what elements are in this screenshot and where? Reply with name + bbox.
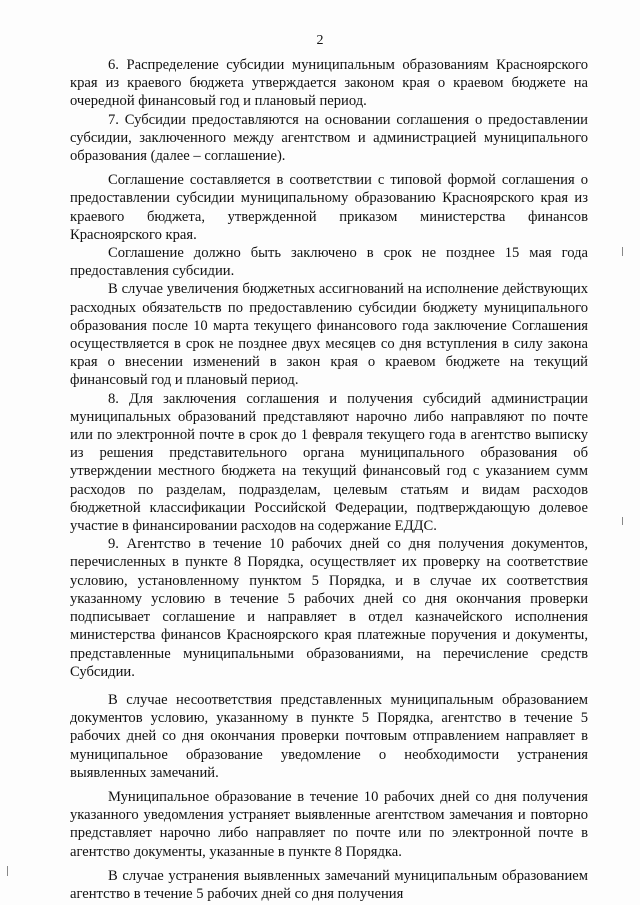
page-number: 2	[316, 33, 324, 48]
scan-mark-right-2	[622, 517, 623, 525]
paragraph-9: 9. Агентство в течение 10 рабочих дней со дня получения документов, перечисленных в пункте 8 Порядка, осуществляет их проверку на соответствие условию, установленному пунктом 5 Порядка, и в случае их соответствия указанному условию в течение 5 рабочих дней со дня окончания проверки подписывает соглашение и направляет в отдел казначейского исполнения министерства финансов Красноярского края платежные поручения и документы, представленные муниципальными образованиями, на перечисление средств Субсидии.	[70, 536, 588, 680]
scan-mark-right-1	[622, 247, 623, 256]
paragraph-agreement-form: Соглашение составляется в соответствии с типовой формой соглашения о предоставлении субсидии муниципальному образованию Красноярского края из краевого бюджета, утвержденной приказом министерства финансов Красноярского края.	[70, 172, 588, 243]
paragraph-municipal-correction: Муниципальное образование в течение 10 рабочих дней со дня получения указанного уведомления устраняет выявленные агентством замечания и повторно представляет нарочно либо направляет по почте или по электронной почте в агентство документы, указанные в пункте 8 Порядка.	[70, 788, 588, 860]
paragraph-agreement-deadline: Соглашение должно быть заключено в срок не позднее 15 мая года предоставления субсидии.	[70, 245, 588, 280]
paragraph-nonconformity: В случае несоответствия представленных муниципальным образованием документов условию, указанному в пункте 5 Порядка, агентство в течение 5 рабочих дней со дня окончания проверки почтовым отправлением направляет в муниципальное образование уведомление о необходимости устранения выявленных замечаний.	[70, 691, 588, 781]
document-body	[70, 56, 588, 903]
paragraph-elimination: В случае устранения выявленных замечаний муниципальным образованием агентство в течение 5 рабочих дней со дня получения	[70, 867, 588, 902]
paragraph-7: 7. Субсидии предоставляются на основании соглашения о предоставлении субсидии, заключенного между агентством и администрацией муниципального образования (далее – соглашение).	[70, 111, 588, 165]
paragraph-8: 8. Для заключения соглашения и получения субсидий администрации муниципальных образований представляют нарочно либо направляют по почте или по электронной почте в срок до 1 февраля текущего года в агентство выписку из решения представительного органа муниципального образования об утверждении местного бюджета на текущий финансовый год с указанием сумм расходов по разделам, подразделам, целевым статьям и видам расходов бюджетной классификации Российской Федерации, подтверждающую долевое участие в финансировании расходов на содержание ЕДДС.	[70, 390, 588, 535]
scan-mark-left	[7, 866, 8, 876]
paragraph-budget-increase: В случае увеличения бюджетных ассигнований на исполнение действующих расходных обязательств по предоставлению субсидии бюджету муниципального образования после 10 марта текущего финансового года заключение Соглашения осуществляется в срок не позднее двух месяцев со дня вступления в силу закона края о внесении изменений в закон края о краевом бюджете на текущий финансовый год и плановый период.	[70, 281, 588, 389]
paragraph-6: 6. Распределение субсидии муниципальным образованиям Красноярского края из краевого бюджета утверждается законом края о краевом бюджете на очередной финансовый год и плановый период.	[70, 57, 588, 110]
